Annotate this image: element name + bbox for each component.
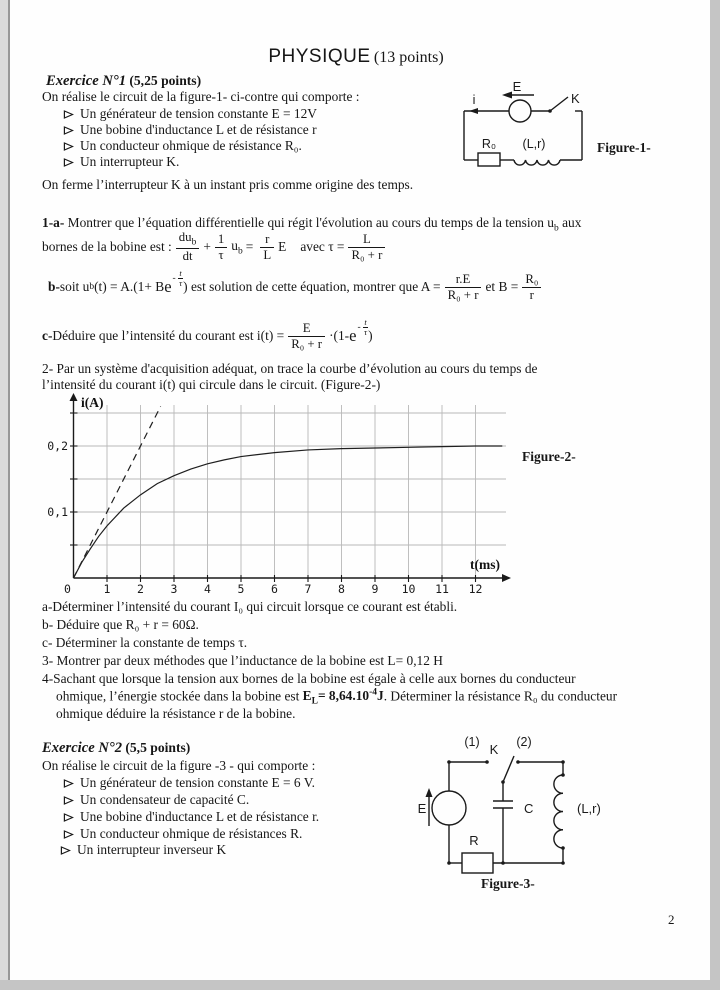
qb-t1: soit u xyxy=(59,279,90,294)
q1a-label: 1-a- xyxy=(42,215,65,230)
figure-1-circuit xyxy=(455,82,670,172)
svg-text:0,2: 0,2 xyxy=(47,439,68,453)
fig3-position-2-label: (2) xyxy=(516,735,532,749)
fig3-switch-label: K xyxy=(489,742,499,757)
svg-text:10: 10 xyxy=(401,582,416,596)
arrowhead-bullet-icon xyxy=(63,812,74,823)
svg-text:3: 3 xyxy=(170,582,178,596)
eq-equals: = xyxy=(245,239,254,254)
qb-label: b- xyxy=(48,279,60,294)
ex1-bullet-3-text: Un conducteur ohmique de résistance R₀. xyxy=(80,138,302,153)
ex1-intro: On réalise le circuit de la figure-1- ci-contre qui comporte : xyxy=(42,89,360,104)
svg-text:8: 8 xyxy=(338,582,345,596)
ex1-q4-line1: 4-Sachant que lorsque la tension aux bornes de la bobine est égale à celle aux bornes du conducteur xyxy=(42,671,576,686)
ex1-q4-line2 xyxy=(56,688,617,707)
ex1-close-switch-line: On ferme l’interrupteur K à un instant pris comme origine des temps. xyxy=(42,177,414,192)
arrowhead-bullet-icon xyxy=(63,778,74,789)
svg-text:12: 12 xyxy=(468,582,483,596)
ex1-heading-points: (5,25 points) xyxy=(129,73,202,88)
figure-3-caption: Figure-3- xyxy=(481,876,535,891)
fig3-resistor-label: R xyxy=(469,833,479,848)
svg-text:0: 0 xyxy=(64,582,71,596)
qc-label: c- xyxy=(42,328,53,343)
page-left-margin-band xyxy=(0,0,10,990)
ex2-bullet-3-text: Une bobine d'inductance L et de résistance r. xyxy=(80,809,320,824)
ex2-bullet-5-text: Un interrupteur inverseur K xyxy=(77,842,227,857)
ex2-bullet-4 xyxy=(63,826,302,842)
ex1-qb2-line: b- Déduire que R₀ + r = 60Ω. xyxy=(42,617,199,632)
svg-text:9: 9 xyxy=(371,582,379,596)
title-subject: PHYSIQUE xyxy=(268,46,371,67)
ex1-qc-line xyxy=(42,316,373,353)
ex1-bullet-2 xyxy=(63,122,317,138)
figure-1-caption: Figure-1- xyxy=(597,140,651,155)
svg-text:6: 6 xyxy=(271,582,278,596)
qc-exponent: - $\frac{t}{\tau}$ xyxy=(357,316,368,337)
svg-text:0,1: 0,1 xyxy=(47,505,68,519)
fig3-generator-label: E xyxy=(417,801,427,816)
fig3-coil-label: (L,r) xyxy=(577,801,601,816)
ex1-diff-equation xyxy=(42,230,389,264)
svg-text:7: 7 xyxy=(304,582,312,596)
ex2-bullet-4-text: Un conducteur ohmique de résistances R. xyxy=(80,826,303,841)
ex2-bullet-5 xyxy=(60,842,226,858)
qb-t4: et B = xyxy=(485,279,519,294)
arrowhead-bullet-icon xyxy=(63,141,74,152)
eq-ub: $u_b$ xyxy=(231,237,243,257)
q1a-sub: b xyxy=(554,223,559,234)
ex1-heading xyxy=(46,73,201,90)
figure-2-caption: Figure-2- xyxy=(522,449,576,464)
svg-text:1: 1 xyxy=(103,582,111,596)
ex2-bullet-3 xyxy=(63,809,319,825)
q1a-text2: aux xyxy=(558,215,582,230)
q4-l2a: ohmique, l’énergie stockée dans la bobine est xyxy=(56,688,303,704)
svg-text:t(ms): t(ms) xyxy=(470,557,500,572)
ex2-intro: On réalise le circuit de la figure -3 - qui comporte : xyxy=(42,758,316,773)
svg-text:5: 5 xyxy=(237,582,245,596)
page-right-margin-band xyxy=(710,0,720,990)
figure-3-circuit xyxy=(414,732,614,878)
frac-rE-R0r: $\frac{r.E}{\text{R₀ + r}}$ xyxy=(445,272,482,301)
qb-t3: ) est solution de cette équation, montrer que A = xyxy=(183,279,441,294)
arrowhead-bullet-icon xyxy=(63,157,74,168)
ex2-heading-points: (5,5 points) xyxy=(125,740,191,755)
arrowhead-bullet-icon xyxy=(63,125,74,136)
ex1-qb-line xyxy=(48,267,545,302)
q1a-text1: Montrer que l’équation différentielle qui régit l'évolution au cours du temps de la tension u xyxy=(64,215,554,230)
fig1-current-label: i xyxy=(472,93,476,107)
frac-R0-r: $\frac{\text{R₀}}{r}$ xyxy=(522,272,541,301)
svg-text:4: 4 xyxy=(204,582,211,596)
ex1-bullet-2-text: Une bobine d'inductance L et de résistance r xyxy=(80,122,317,137)
ex1-bullet-3 xyxy=(63,138,302,154)
frac-1-tau: $\frac{1}{\tau}$ xyxy=(215,232,227,261)
page-title xyxy=(0,46,712,68)
qc-t3: ) xyxy=(368,328,373,343)
arrowhead-bullet-icon xyxy=(63,109,74,120)
arrowhead-bullet-icon xyxy=(60,845,71,856)
frac-r-L: $\frac{r}{L}$ xyxy=(260,232,274,261)
qc-t2: ·(1- xyxy=(329,328,350,343)
eq-lead: bornes de la bobine est : xyxy=(42,239,172,254)
eq-plus: + xyxy=(203,239,211,254)
frac-L-R0r: $\frac{L}{\text{R₀ + r}}$ xyxy=(348,232,385,261)
frac-E-R0r: $\frac{E}{\text{R₀ + r}}$ xyxy=(288,321,325,350)
arrowhead-bullet-icon xyxy=(63,829,74,840)
ex2-bullet-2 xyxy=(63,792,249,808)
qb-t2: (t) = A.(1+ B xyxy=(94,279,165,294)
ex2-bullet-2-text: Un condensateur de capacité C. xyxy=(80,792,250,807)
ex1-bullet-4 xyxy=(63,154,179,170)
svg-text:2: 2 xyxy=(137,582,144,596)
qb-sub: b xyxy=(89,282,95,292)
eq-E: E xyxy=(278,239,287,254)
ex2-bullet-1 xyxy=(63,775,315,791)
ex1-q2-line1: 2- Par un système d'acquisition adéquat, on trace la courbe d’évolution au cours du temps de xyxy=(42,361,538,376)
fig1-coil-label: (L,r) xyxy=(522,137,546,151)
page-number: 2 xyxy=(668,912,675,927)
fig3-position-1-label: (1) xyxy=(464,735,480,749)
ex1-qc2-line: c- Déterminer la constante de temps τ. xyxy=(42,635,248,650)
svg-text:11: 11 xyxy=(435,582,449,596)
eq-avec: avec τ = xyxy=(300,239,345,254)
frac-dub-dt: $\frac{du_b}{dt}$ xyxy=(176,230,200,263)
ex1-q2-line2: l’intensité du courant i(t) qui circule dans le circuit. (Figure-2-) xyxy=(42,377,381,392)
ex2-bullet-1-text: Un générateur de tension constante E = 6 V. xyxy=(80,775,316,790)
ex1-q4-line3: ohmique déduire la résistance r de la bobine. xyxy=(56,706,296,721)
ex1-heading-name: Exercice N°1 xyxy=(46,73,126,89)
ex1-bullet-1 xyxy=(63,106,317,122)
qb-exponent: - $\frac{t}{\tau}$ xyxy=(172,267,183,288)
svg-text:i(A): i(A) xyxy=(81,395,104,410)
title-points: (13 points) xyxy=(373,49,444,66)
arrowhead-bullet-icon xyxy=(63,795,74,806)
ex1-qa-line: a-Déterminer l’intensité du courant I₀ qui circuit lorsque ce courant est établi. xyxy=(42,599,458,614)
ex2-heading-name: Exercice N°2 xyxy=(42,740,122,756)
ex1-bullet-4-text: Un interrupteur K. xyxy=(80,154,180,169)
figure-2-current-graph xyxy=(36,393,514,601)
fig1-switch-label: K xyxy=(571,91,580,106)
fig1-resistor-label: R₀ xyxy=(481,137,497,151)
q4-l2b: . Déterminer la résistance R₀ du conducteur xyxy=(383,688,618,704)
ex1-bullet-1-text: Un générateur de tension constante E = 12V xyxy=(80,106,317,121)
ex1-q3-line: 3- Montrer par deux méthodes que l’inductance de la bobine est L= 0,12 H xyxy=(42,653,443,668)
qb-e: e xyxy=(164,277,172,296)
qc-e: e xyxy=(349,326,357,345)
fig1-generator-label: E xyxy=(512,82,522,94)
qc-t1: Déduire que l’intensité du courant est i(t) = xyxy=(52,328,285,343)
fig3-capacitor-label: C xyxy=(524,801,534,816)
page-bottom-margin-band xyxy=(0,980,720,990)
ex2-heading xyxy=(42,740,190,757)
q4-energy: $E_L= 8,64.10^{-4}J$ xyxy=(302,688,384,708)
